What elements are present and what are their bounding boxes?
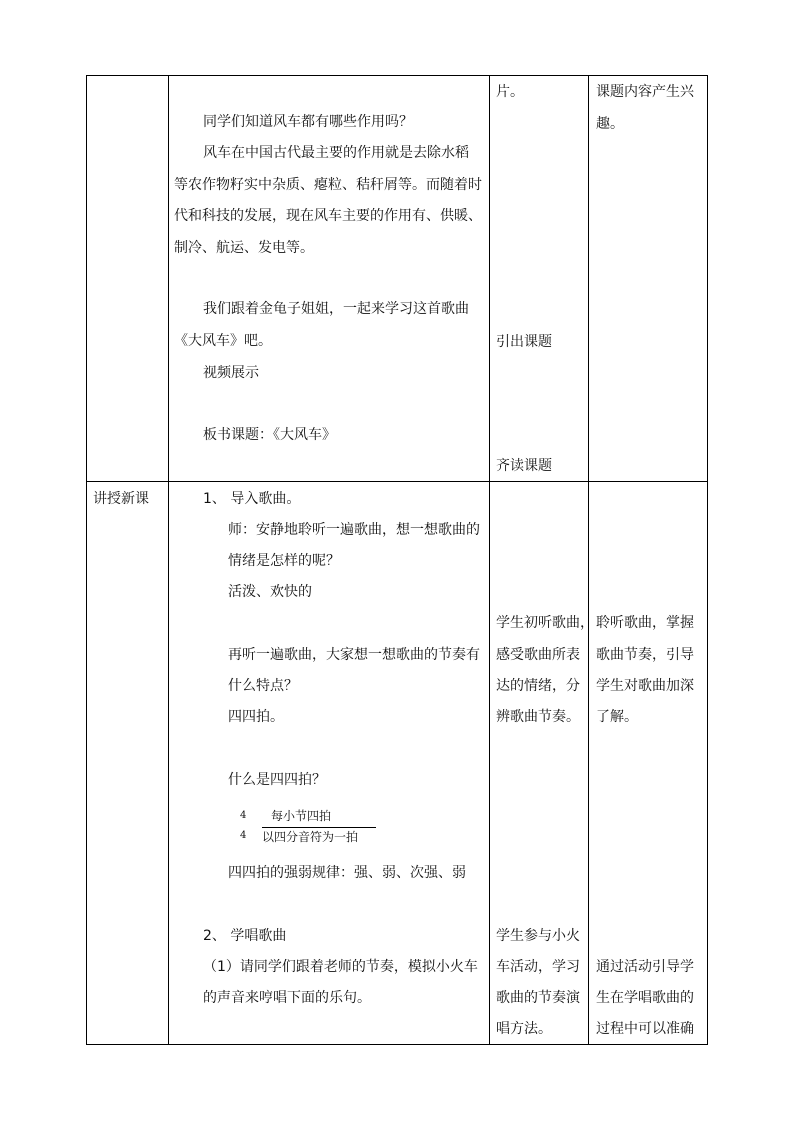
- teacher-line: 板书课题：《大风车》: [203, 427, 336, 443]
- student-line: 唱方法。: [496, 1021, 552, 1037]
- teacher-line: 四四拍的强弱规律：强、弱、次强、弱: [228, 865, 466, 881]
- stage-label: 讲授新课: [93, 491, 149, 507]
- teacher-line: 等农作物籽实中杂质、瘪粒、秸秆屑等。而随着时: [174, 177, 482, 193]
- table-bottom-border: [86, 1044, 708, 1045]
- table-right-border: [707, 75, 708, 1045]
- student-line: 车活动，学习: [496, 959, 580, 975]
- intent-line: 趣。: [596, 116, 624, 132]
- intent-line: 过程中可以准确: [596, 1021, 694, 1037]
- student-line: 齐读课题: [496, 458, 552, 474]
- student-line: 辨歌曲节奏。: [496, 709, 580, 725]
- intent-line: 聆听歌曲，掌握: [596, 615, 694, 631]
- column-divider-1: [168, 75, 169, 1045]
- time-signature-top-text: 每小节四拍: [271, 809, 332, 823]
- intent-line: 通过活动引导学: [596, 959, 694, 975]
- time-signature-rule: [262, 827, 376, 828]
- student-line: 片。: [496, 84, 524, 100]
- teacher-line: 情绪是怎样的呢？: [228, 553, 340, 569]
- time-signature-bottom: 4: [240, 830, 247, 841]
- intent-line: 课题内容产生兴: [596, 84, 694, 100]
- teacher-line: 活泼、欢快的: [228, 584, 312, 600]
- teacher-line: 我们跟着金龟子姐姐，一起来学习这首歌曲: [203, 301, 469, 317]
- student-line: 达的情绪，分: [496, 678, 580, 694]
- time-signature-bottom-text: 以四分音符为一拍: [262, 830, 359, 844]
- student-line: 引出课题: [496, 334, 552, 350]
- teacher-line: 四四拍。: [228, 709, 284, 725]
- teacher-line: 同学们知道风车都有哪些作用吗？: [203, 114, 413, 130]
- table-top-border: [86, 75, 708, 76]
- student-line: 学生初听歌曲，: [496, 615, 594, 631]
- student-line: 感受歌曲所表: [496, 647, 580, 663]
- student-line: 学生参与小火: [496, 928, 580, 944]
- teacher-line: 代和科技的发展，现在风车主要的作用有、供暖、: [174, 208, 482, 224]
- column-divider-3: [588, 75, 589, 1045]
- teacher-line: 的声音来哼唱下面的乐句。: [203, 990, 371, 1006]
- teacher-line: 视频展示: [203, 365, 259, 381]
- intent-line: 学生对歌曲加深: [596, 678, 694, 694]
- teacher-line: 2、 学唱歌曲: [203, 928, 287, 944]
- teacher-line: （1）请同学们跟着老师的节奏，模拟小火车: [203, 959, 478, 975]
- teacher-line: 师：安静地聆听一遍歌曲，想一想歌曲的: [228, 522, 480, 538]
- intent-line: 生在学唱歌曲的: [596, 990, 694, 1006]
- teacher-line: 再听一遍歌曲，大家想一想歌曲的节奏有: [228, 647, 480, 663]
- intent-line: 了解。: [596, 709, 638, 725]
- teacher-line: 什么特点？: [228, 678, 298, 694]
- student-line: 歌曲的节奏演: [496, 990, 580, 1006]
- teacher-line: 《大风车》吧。: [174, 333, 272, 349]
- column-divider-2: [489, 75, 490, 1045]
- row-divider: [86, 481, 708, 482]
- teacher-line: 制冷、航运、发电等。: [174, 240, 314, 256]
- teacher-line: 什么是四四拍？: [228, 772, 326, 788]
- time-signature-top: 4: [240, 810, 247, 821]
- table-left-border: [86, 75, 87, 1045]
- teacher-line: 1、 导入歌曲。: [203, 491, 301, 507]
- teacher-line: 风车在中国古代最主要的作用就是去除水稻: [203, 145, 469, 161]
- intent-line: 歌曲节奏，引导: [596, 647, 694, 663]
